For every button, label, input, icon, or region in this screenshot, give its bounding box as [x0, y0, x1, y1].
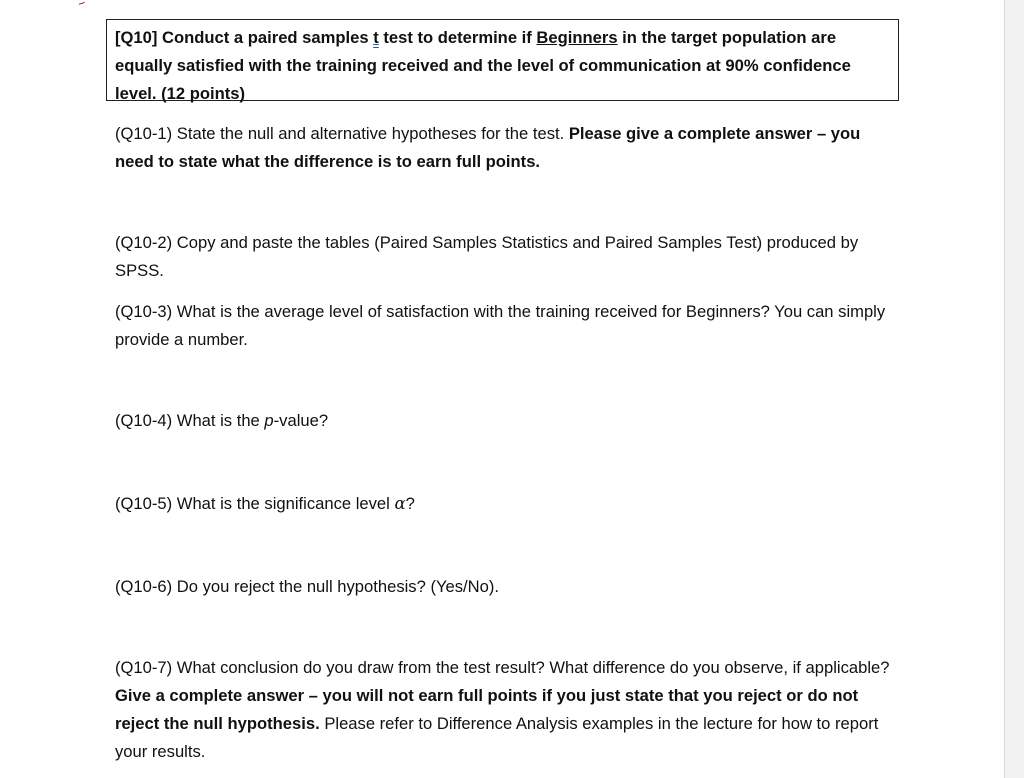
- question-q10-2: [115, 229, 900, 285]
- question-header-box: [106, 19, 899, 101]
- header-t-letter: t: [373, 28, 379, 47]
- q10-4-p-italic: p: [264, 411, 274, 430]
- q10-7-text-2: Please refer to Difference Analysis examples in the lecture for how to report your results.: [115, 714, 879, 761]
- q10-1-text: (Q10-1) State the null and alternative hypotheses for the test.: [115, 124, 569, 143]
- red-annotation-mark: [77, 0, 85, 5]
- header-text-part3: in the target population are equally satisfied with the training received and the level of communication at 90% confidence level. (12 points): [115, 28, 851, 103]
- q10-7-text-1: (Q10-7) What conclusion do you draw from the test result? What difference do you observe, if applicable?: [115, 658, 890, 677]
- header-text-part2: test to determine if: [378, 28, 537, 47]
- question-q10-1: [115, 120, 900, 176]
- question-q10-5: [115, 490, 900, 518]
- q10-5-alpha-symbol: α: [394, 494, 406, 513]
- q10-2-text: (Q10-2) Copy and paste the tables (Paired Samples Statistics and Paired Samples Test) produced by SPSS.: [115, 233, 859, 280]
- question-q10-4: [115, 407, 900, 435]
- q10-7-bold-text: Give a complete answer – you will not earn full points if you just state that you reject or do not reject the null hypothesis.: [115, 686, 859, 733]
- question-q10-3: [115, 298, 900, 354]
- q10-1-bold-text: Please give a complete answer – you need to state what the difference is to earn full points.: [115, 124, 861, 171]
- q10-5-prefix: (Q10-5) What is the significance level: [115, 494, 395, 513]
- question-q10-7: [115, 654, 900, 766]
- question-q10-6: [115, 573, 900, 601]
- q10-4-suffix: -value?: [273, 411, 329, 430]
- q10-6-text: (Q10-6) Do you reject the null hypothesis? (Yes/No).: [115, 577, 499, 596]
- q10-5-suffix: ?: [405, 494, 415, 513]
- q10-3-text: (Q10-3) What is the average level of satisfaction with the training received for Beginners? You can simply provide a number.: [115, 302, 886, 349]
- header-beginners: Beginners: [536, 28, 618, 47]
- page-edge-scroll-region: [1004, 0, 1024, 778]
- header-text-part1: [Q10] Conduct a paired samples: [115, 28, 374, 47]
- q10-4-prefix: (Q10-4) What is the: [115, 411, 265, 430]
